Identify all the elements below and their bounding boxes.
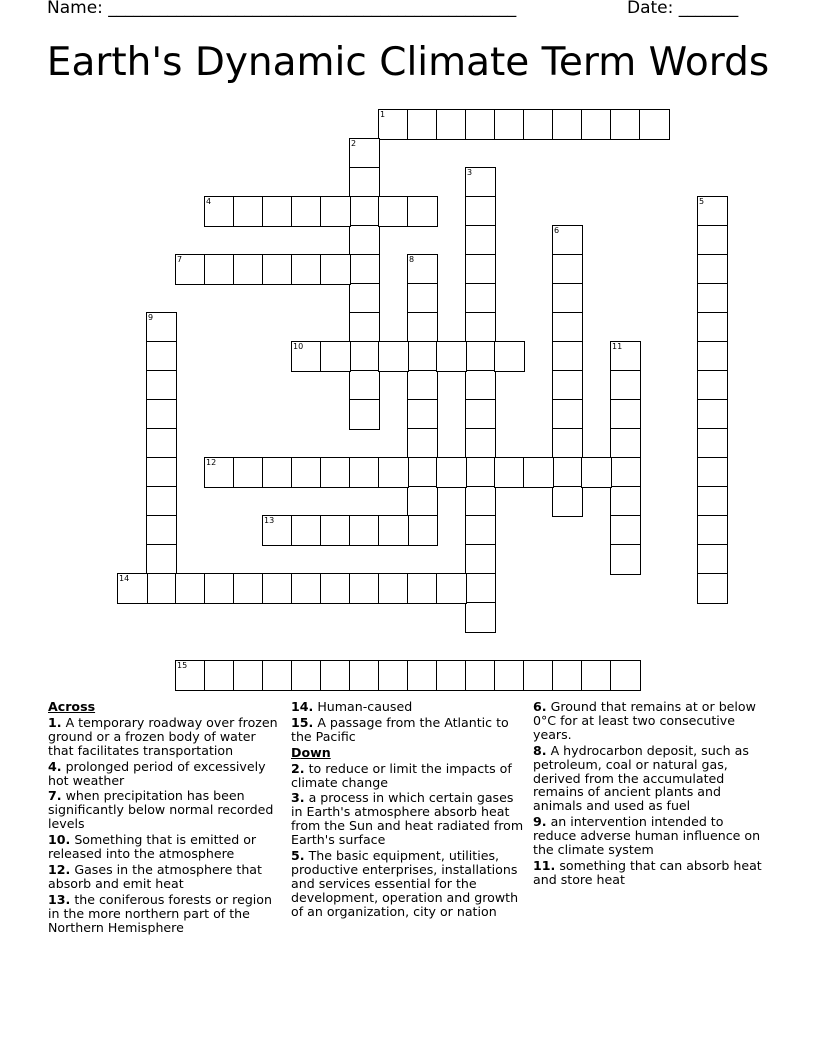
crossword-cell[interactable]: [146, 544, 177, 575]
crossword-cell[interactable]: [697, 225, 728, 256]
crossword-cell[interactable]: [407, 254, 438, 285]
crossword-cell[interactable]: [610, 515, 641, 546]
clue-item: [48, 760, 284, 788]
crossword-cell[interactable]: [291, 196, 322, 227]
clue-item: [48, 893, 284, 935]
crossword-cell[interactable]: [291, 515, 322, 546]
crossword-cell[interactable]: [465, 167, 496, 198]
crossword-cell[interactable]: [436, 341, 467, 372]
crossword-cell[interactable]: [465, 428, 496, 459]
clue-item: [533, 700, 769, 742]
clue-text: a process in which certain gases in Earth's atmosphere absorb heat from the Sun and heat radiated from Earth's surface: [291, 790, 524, 848]
crossword-cell[interactable]: [262, 660, 293, 691]
clue-item: [48, 716, 284, 758]
crossword-cell[interactable]: [697, 457, 728, 488]
crossword-cell[interactable]: [610, 341, 641, 372]
down-clue-list: [291, 762, 527, 919]
crossword-cell[interactable]: [407, 196, 438, 227]
crossword-cell[interactable]: [262, 196, 293, 227]
clue-text: Ground that remains at or below 0°C for at least two consecutive years.: [533, 699, 756, 742]
clue-text: Gases in the atmosphere that absorb and emit heat: [48, 861, 262, 891]
crossword-cell[interactable]: [639, 109, 670, 140]
clue-item: [533, 744, 769, 814]
crossword-cell[interactable]: [175, 254, 206, 285]
clue-item: [291, 762, 527, 790]
crossword-cell[interactable]: [378, 573, 409, 604]
crossword-cell[interactable]: [349, 225, 380, 256]
clue-number-label: 11.: [533, 857, 556, 873]
crossword-cell[interactable]: [465, 573, 496, 604]
crossword-cell[interactable]: [262, 515, 293, 546]
clue-number-label: 8.: [533, 742, 547, 758]
clue-number-label: 15.: [291, 714, 314, 730]
crossword-cell[interactable]: [175, 573, 206, 604]
crossword-cell[interactable]: [436, 660, 467, 691]
clue-text: Something that is emitted or released into the atmosphere: [48, 832, 257, 862]
crossword-cell[interactable]: [465, 602, 496, 633]
across-clue-list: [48, 716, 284, 935]
crossword-cell[interactable]: [697, 486, 728, 517]
clue-text: to reduce or limit the impacts of climate change: [291, 760, 512, 790]
crossword-cell[interactable]: [581, 109, 612, 140]
crossword-cell[interactable]: [610, 399, 641, 430]
crossword-cell[interactable]: [697, 573, 728, 604]
crossword-cell[interactable]: [349, 457, 380, 488]
crossword-cell[interactable]: [349, 312, 380, 343]
crossword-cell[interactable]: [697, 399, 728, 430]
name-field-label: Name: ________________________________________________: [47, 0, 517, 18]
crossword-cell[interactable]: [233, 457, 264, 488]
crossword-cell[interactable]: [233, 660, 264, 691]
crossword-cell[interactable]: [465, 399, 496, 430]
crossword-cell[interactable]: [378, 196, 409, 227]
crossword-cell[interactable]: [465, 196, 496, 227]
crossword-cell[interactable]: [581, 457, 612, 488]
down-clue-list-continued: [533, 700, 769, 887]
clue-text: The basic equipment, utilities, productive enterprises, installations and services essential for the development, operation and growth of an organization, city or nation: [291, 848, 519, 919]
crossword-cell[interactable]: [697, 341, 728, 372]
crossword-cell[interactable]: [349, 283, 380, 314]
crossword-cell[interactable]: [349, 341, 380, 372]
clue-number: 3: [467, 168, 473, 177]
clue-number-label: 2.: [291, 760, 305, 776]
clue-number-label: 10.: [48, 832, 71, 848]
crossword-cell[interactable]: [610, 544, 641, 575]
crossword-cell[interactable]: [465, 660, 496, 691]
crossword-cell[interactable]: [523, 109, 554, 140]
crossword-cell[interactable]: [465, 283, 496, 314]
crossword-cell[interactable]: [697, 370, 728, 401]
clue-item: [291, 791, 527, 847]
crossword-cell[interactable]: [117, 573, 148, 604]
crossword-cell[interactable]: [610, 457, 641, 488]
crossword-cell[interactable]: [465, 312, 496, 343]
clue-text: something that can absorb heat and store heat: [533, 857, 762, 887]
clue-number: 12: [206, 458, 217, 467]
crossword-cell[interactable]: [407, 573, 438, 604]
crossword-cell[interactable]: [697, 428, 728, 459]
crossword-cell[interactable]: [697, 196, 728, 227]
clue-item: [48, 833, 284, 861]
crossword-cell[interactable]: [494, 457, 525, 488]
crossword-cell[interactable]: [349, 370, 380, 401]
crossword-cell[interactable]: [146, 341, 177, 372]
date-field-label: Date: _______: [627, 0, 739, 18]
clue-number-label: 13.: [48, 891, 71, 907]
crossword-cell[interactable]: [146, 486, 177, 517]
clue-column-2: [291, 700, 527, 921]
crossword-cell[interactable]: [552, 399, 583, 430]
clue-column-1: [48, 700, 284, 937]
crossword-cell[interactable]: [407, 515, 438, 546]
crossword-cell[interactable]: [320, 196, 351, 227]
crossword-cell[interactable]: [204, 254, 235, 285]
crossword-cell[interactable]: [465, 341, 496, 372]
clue-text: prolonged period of excessively hot weather: [48, 758, 266, 788]
clue-item: [291, 716, 527, 744]
crossword-cell[interactable]: [494, 660, 525, 691]
crossword-cell[interactable]: [697, 544, 728, 575]
crossword-cell[interactable]: [552, 312, 583, 343]
crossword-cell[interactable]: [204, 573, 235, 604]
across-clue-list-continued: [291, 700, 527, 744]
clue-column-3: [533, 700, 769, 889]
clue-number: 6: [554, 226, 560, 235]
crossword-cell[interactable]: [523, 660, 554, 691]
clue-number-label: 14.: [291, 699, 314, 714]
clue-number: 13: [264, 516, 275, 525]
crossword-cell[interactable]: [436, 573, 467, 604]
crossword-cell[interactable]: [146, 312, 177, 343]
crossword-cell[interactable]: [552, 225, 583, 256]
crossword-cell[interactable]: [320, 254, 351, 285]
across-heading: Across: [48, 699, 96, 714]
crossword-cell[interactable]: [204, 457, 235, 488]
crossword-cell[interactable]: [291, 573, 322, 604]
crossword-cell[interactable]: [407, 399, 438, 430]
crossword-cell[interactable]: [146, 515, 177, 546]
crossword-cell[interactable]: [494, 109, 525, 140]
crossword-cell[interactable]: [320, 341, 351, 372]
crossword-cell[interactable]: [233, 196, 264, 227]
crossword-cell[interactable]: [610, 486, 641, 517]
crossword-cell[interactable]: [697, 515, 728, 546]
crossword-cell[interactable]: [407, 428, 438, 459]
crossword-cell[interactable]: [378, 341, 409, 372]
crossword-cell[interactable]: [262, 457, 293, 488]
crossword-cell[interactable]: [349, 138, 380, 169]
crossword-cell[interactable]: [465, 225, 496, 256]
crossword-cell[interactable]: [291, 341, 322, 372]
clue-number: 7: [177, 255, 183, 264]
clue-number-label: 1.: [48, 714, 62, 730]
crossword-cell[interactable]: [146, 573, 177, 604]
crossword-cell[interactable]: [349, 399, 380, 430]
crossword-cell[interactable]: [262, 254, 293, 285]
crossword-cell[interactable]: [146, 457, 177, 488]
clue-number-label: 5.: [291, 848, 305, 864]
crossword-cell[interactable]: [552, 283, 583, 314]
page-title: Earth's Dynamic Climate Term Words: [46, 40, 770, 85]
crossword-cell[interactable]: [465, 515, 496, 546]
clue-text: A temporary roadway over frozen ground or a frozen body of water that facilitates transportation: [48, 714, 278, 758]
clue-number: 15: [177, 661, 188, 670]
crossword-cell[interactable]: [407, 341, 438, 372]
crossword-cell[interactable]: [349, 196, 380, 227]
down-heading: Down: [291, 744, 331, 760]
crossword-cell[interactable]: [146, 370, 177, 401]
crossword-cell[interactable]: [204, 196, 235, 227]
crossword-cell[interactable]: [407, 283, 438, 314]
crossword-cell[interactable]: [436, 109, 467, 140]
crossword-cell[interactable]: [697, 254, 728, 285]
clue-item: [291, 849, 527, 919]
crossword-cell[interactable]: [552, 428, 583, 459]
crossword-cell[interactable]: [552, 660, 583, 691]
crossword-cell[interactable]: [378, 515, 409, 546]
crossword-cell[interactable]: [320, 660, 351, 691]
crossword-cell[interactable]: [610, 109, 641, 140]
clue-number: 10: [293, 342, 304, 351]
clue-number: 9: [148, 313, 154, 322]
clue-number-label: 9.: [533, 814, 547, 830]
crossword-cell[interactable]: [349, 167, 380, 198]
clue-number-label: 6.: [533, 699, 547, 714]
clue-number-label: 7.: [48, 788, 62, 804]
crossword-cell[interactable]: [610, 660, 641, 691]
crossword-cell[interactable]: [291, 254, 322, 285]
crossword-cell[interactable]: [146, 428, 177, 459]
crossword-cell[interactable]: [465, 486, 496, 517]
clue-text: the coniferous forests or region in the more northern part of the Northern Hemisphere: [48, 891, 272, 935]
crossword-cell[interactable]: [697, 283, 728, 314]
crossword-cell[interactable]: [349, 254, 380, 285]
crossword-cell[interactable]: [204, 660, 235, 691]
crossword-cell[interactable]: [233, 254, 264, 285]
crossword-cell[interactable]: [407, 660, 438, 691]
clue-item: [533, 859, 769, 887]
crossword-cell[interactable]: [378, 457, 409, 488]
crossword-cell[interactable]: [494, 341, 525, 372]
crossword-cell[interactable]: [552, 254, 583, 285]
crossword-cell[interactable]: [407, 370, 438, 401]
crossword-cell[interactable]: [610, 370, 641, 401]
crossword-cell[interactable]: [465, 254, 496, 285]
crossword-cell[interactable]: [175, 660, 206, 691]
crossword-cell[interactable]: [349, 515, 380, 546]
clue-text: when precipitation has been significantly below normal recorded levels: [48, 788, 274, 832]
clue-item: [291, 700, 527, 714]
clue-number: 11: [612, 342, 623, 351]
clue-item: [533, 815, 769, 857]
clue-number-label: 3.: [291, 790, 305, 806]
crossword-cell[interactable]: [610, 428, 641, 459]
crossword-cell[interactable]: [552, 457, 583, 488]
crossword-cell[interactable]: [378, 660, 409, 691]
clue-item: [48, 863, 284, 891]
clue-item: [48, 789, 284, 831]
crossword-cell[interactable]: [552, 109, 583, 140]
crossword-cell[interactable]: [552, 341, 583, 372]
crossword-cell[interactable]: [233, 573, 264, 604]
crossword-cell[interactable]: [552, 370, 583, 401]
crossword-cell[interactable]: [465, 370, 496, 401]
clue-number: 8: [409, 255, 415, 264]
clue-text: A passage from the Atlantic to the Pacific: [291, 714, 509, 744]
clue-number: 14: [119, 574, 130, 583]
clue-text: Human-caused: [313, 699, 413, 714]
crossword-cell[interactable]: [465, 109, 496, 140]
clue-number: 5: [699, 197, 705, 206]
crossword-cell[interactable]: [349, 573, 380, 604]
crossword-cell[interactable]: [349, 660, 380, 691]
crossword-cell[interactable]: [320, 515, 351, 546]
crossword-cell[interactable]: [581, 660, 612, 691]
crossword-cell[interactable]: [291, 457, 322, 488]
clue-number-label: 4.: [48, 758, 62, 774]
clue-number: 4: [206, 197, 212, 206]
crossword-cell[interactable]: [291, 660, 322, 691]
clue-number: 2: [351, 139, 357, 148]
crossword-cell[interactable]: [465, 544, 496, 575]
clue-number: 1: [380, 110, 386, 119]
crossword-cell[interactable]: [262, 573, 293, 604]
crossword-cell[interactable]: [146, 399, 177, 430]
crossword-cell[interactable]: [552, 486, 583, 517]
crossword-cell[interactable]: [436, 457, 467, 488]
crossword-cell[interactable]: [320, 457, 351, 488]
crossword-cell[interactable]: [320, 573, 351, 604]
crossword-cell[interactable]: [465, 457, 496, 488]
crossword-cell[interactable]: [407, 109, 438, 140]
crossword-cell[interactable]: [523, 457, 554, 488]
clue-text: A hydrocarbon deposit, such as petroleum, coal or natural gas, derived from the accumulated remains of ancient plants and animals and used as fuel: [533, 742, 749, 814]
crossword-cell[interactable]: [378, 109, 409, 140]
clue-text: an intervention intended to reduce adverse human influence on the climate system: [533, 814, 761, 858]
crossword-cell[interactable]: [407, 457, 438, 488]
crossword-cell[interactable]: [407, 486, 438, 517]
crossword-cell[interactable]: [697, 312, 728, 343]
clue-number-label: 12.: [48, 861, 71, 877]
crossword-cell[interactable]: [407, 312, 438, 343]
